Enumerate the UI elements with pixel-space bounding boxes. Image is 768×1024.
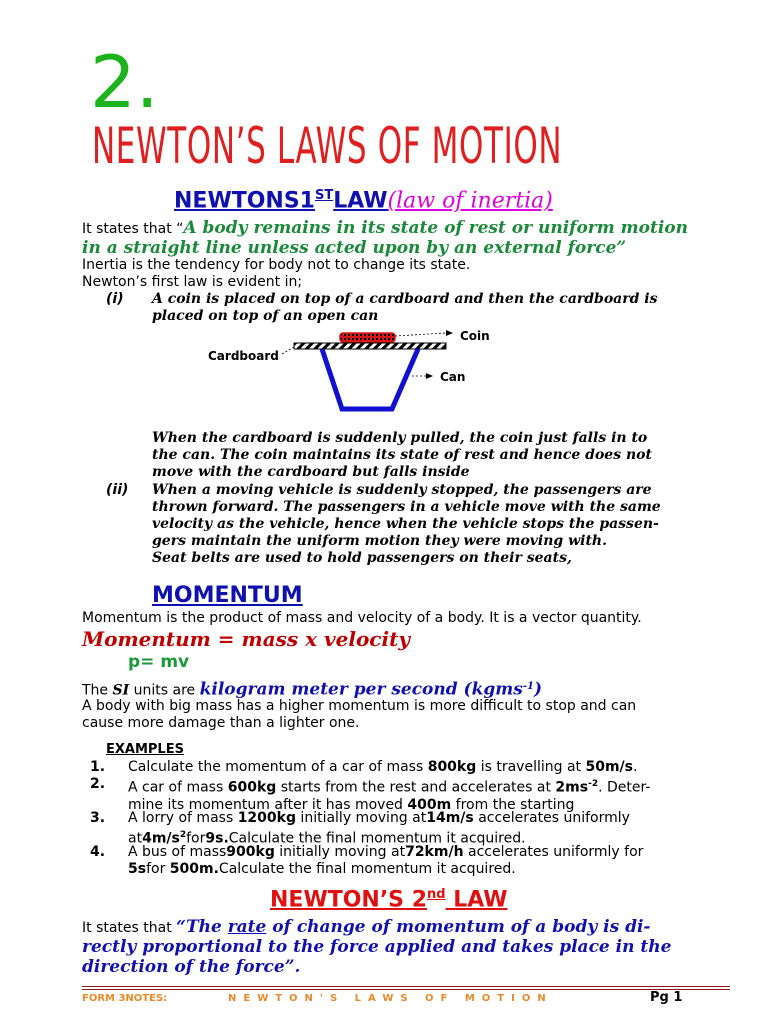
example-4-text: A bus of mass900kg initially moving at72km/h accelerates uniformly for 5sfor 500m.Calculate the final momentum it acquired. [128, 844, 644, 877]
can-label: Can [440, 370, 466, 384]
chapter-title: NEWTON’S LAWS OF MOTION [92, 117, 563, 175]
inertia-definition: Inertia is the tendency for body not to change its state. [82, 257, 471, 273]
item-2-line-5: Seat belts are used to hold passengers on their seats, [152, 550, 572, 566]
si-units-line [82, 678, 542, 700]
first-law-statement [82, 218, 742, 258]
item-2-line-4: gers maintain the uniform motion they were moving with. [152, 533, 607, 549]
momentum-formula-words: Momentum = mass x velocity [82, 627, 410, 651]
example-4-num: 4. [90, 844, 106, 860]
si-close: ) [533, 679, 542, 700]
evident-text: Newton’s first law is evident in; [82, 274, 303, 290]
si-sup: -1 [522, 681, 534, 692]
si-mid: units are [129, 682, 200, 699]
second-law-states-prefix: It states that [82, 920, 177, 936]
first-law-heading-sup: ST [314, 188, 334, 203]
momentum-note-1: A body with big mass has a higher momentum is more difficult to stop and can [82, 698, 637, 714]
can-shape [322, 349, 418, 409]
example-1-text: Calculate the momentum of a car of mass 800kg is travelling at 50m/s. [128, 759, 638, 775]
momentum-formula-symbols: p= mv [128, 652, 190, 672]
item-1-label: (i) [106, 291, 124, 307]
rate-word: rate [227, 917, 267, 937]
cardboard-label: Cardboard [208, 349, 279, 363]
law-of-inertia-label: (law of inertia) [387, 188, 553, 214]
page-number: Pg 1 [650, 990, 683, 1005]
example-2-num: 2. [90, 776, 106, 792]
first-law-heading-main: NEWTONS1 [174, 188, 315, 214]
second-law-heading [270, 887, 508, 912]
coin-label: Coin [460, 329, 490, 343]
momentum-heading: MOMENTUM [152, 583, 303, 608]
coin-cardboard-can-diagram [200, 326, 520, 418]
item-1-explain-1: When the cardboard is suddenly pulled, the coin just falls in to [152, 430, 648, 446]
momentum-definition: Momentum is the product of mass and velocity of a body. It is a vector quantity. [82, 610, 642, 626]
second-law-line-3: direction of the force”. [82, 957, 301, 977]
item-1-line-2: placed on top of an open can [152, 308, 379, 324]
footer-divider-2 [82, 989, 730, 990]
chapter-number: 2. [90, 40, 159, 124]
momentum-note-2: cause more damage than a lighter one. [82, 715, 360, 731]
statement-line-1: A body remains in its state of rest or uniform motion [183, 218, 689, 238]
coin-shape [340, 333, 395, 342]
footer-divider [82, 986, 730, 987]
item-1-explain-2: the can. The coin maintains its state of rest and hence does not [152, 447, 652, 463]
first-law-heading-law: LAW [333, 188, 388, 214]
footer-form-label: FORM 3NOTES: [82, 993, 168, 1004]
statement-line-2: in a straight line unless acted upon by an external force” [82, 238, 627, 258]
examples-heading: EXAMPLES [106, 742, 184, 757]
footer-topic: NEWTON'S LAWS OF MOTION [228, 993, 553, 1004]
second-law-heading-main: NEWTON’S 2 [270, 887, 427, 913]
second-law-heading-sup: nd [427, 887, 446, 902]
item-2-line-3: velocity as the vehicle, hence when the vehicle stops the passen- [152, 516, 659, 532]
si-units: kilogram meter per second (kgms [199, 679, 523, 700]
cardboard-shape [294, 343, 446, 349]
example-3-text: A lorry of mass 1200kg initially moving at14m/s accelerates uniformly $at4m/s^2for9s.Calculate$ the final momentum it acquired. [128, 810, 630, 847]
first-law-heading [174, 188, 553, 213]
example-1-num: 1. [90, 759, 106, 775]
states-prefix: It states that “ [82, 221, 184, 237]
item-1-line-1: A coin is placed on top of a cardboard and then the cardboard is [152, 291, 658, 307]
second-law-statement: It states that “The rate of change of momentum of a body is di- rectly proportional to the force applied and takes place in the direction of the force”. [82, 917, 672, 977]
second-law-line-2: rectly proportional to the force applied and takes place in the [82, 937, 672, 957]
item-2-line-1: When a moving vehicle is suddenly stopped, the passengers are [152, 482, 652, 498]
second-law-heading-law: LAW [445, 887, 508, 913]
si-prefix: The [82, 682, 113, 699]
item-2-line-2: thrown forward. The passengers in a vehicle move with the same [152, 499, 661, 515]
example-2-text: A car of mass 600kg starts from the rest and accelerates at $2ms^{-2}$. Deter- mine its momentum after it has moved 400m from the starting [128, 779, 651, 813]
si-abbrev: SI [112, 682, 130, 699]
item-1-explain-3: move with the cardboard but falls inside [152, 464, 470, 480]
example-3-num: 3. [90, 810, 106, 826]
item-2-label: (ii) [106, 482, 129, 498]
